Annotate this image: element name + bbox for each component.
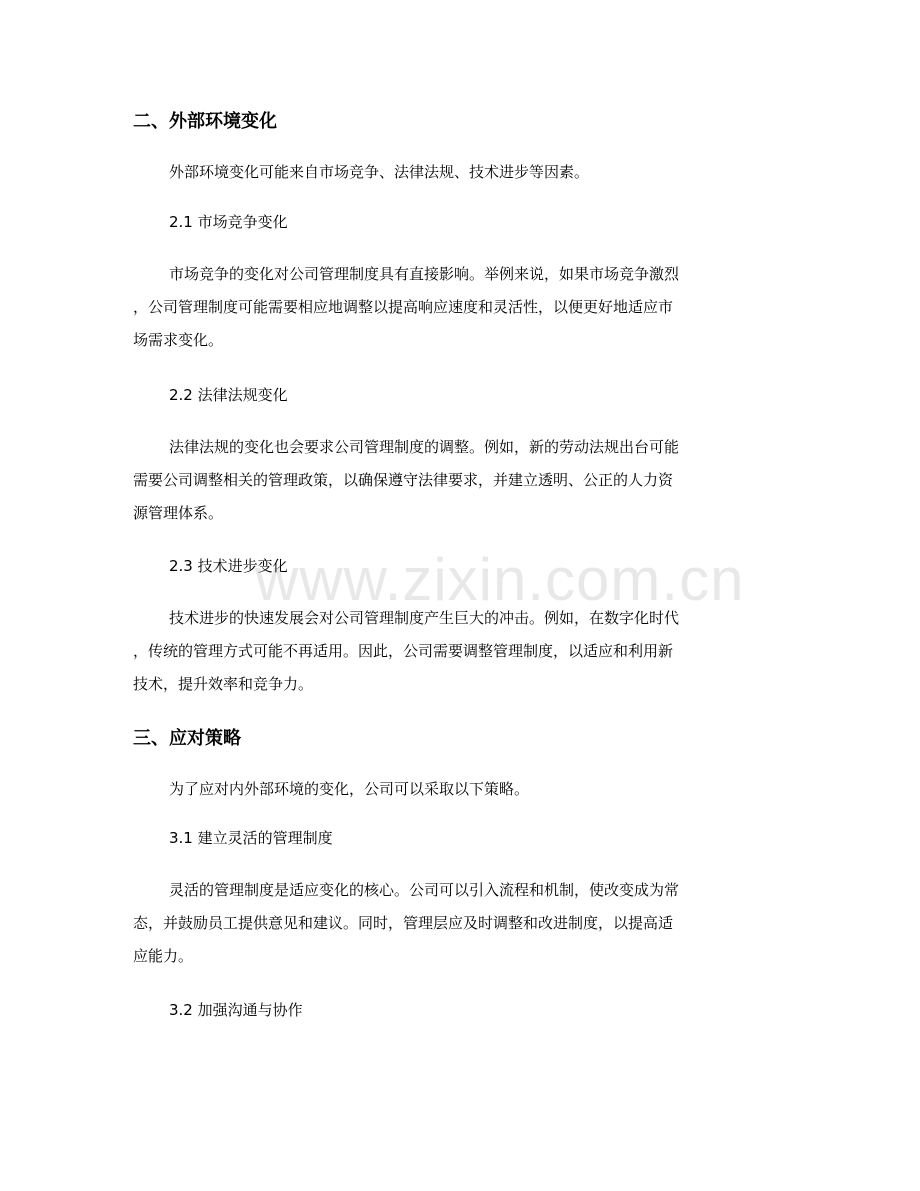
section-heading-2: 二、外部环境变化 [133,111,277,132]
section-2-intro: 外部环境变化可能来自市场竞争、法律法规、技术进步等因素。 [169,163,590,181]
section-heading-3: 三、应对策略 [133,728,241,749]
paragraph-line: 需要公司调整相关的管理政策，以确保遵守法律要求，并建立透明、公正的人力资 [133,471,674,489]
paragraph-line: 源管理体系。 [133,504,224,522]
section-3-intro: 为了应对内外部环境的变化，公司可以采取以下策略。 [169,780,530,798]
subsection-heading-3-1: 3.1 建立灵活的管理制度 [169,829,333,847]
paragraph-line: 场需求变化。 [133,331,224,349]
paragraph-line: ，传统的管理方式可能不再适用。因此，公司需要调整管理制度，以适应和利用新 [133,642,674,660]
subsection-heading-2-2: 2.2 法律法规变化 [169,386,288,404]
paragraph-2-2 [133,431,793,530]
paragraph-line: ，公司管理制度可能需要相应地调整以提高响应速度和灵活性，以便更好地适应市 [133,298,674,316]
paragraph-line: 技术，提升效率和竞争力。 [133,675,314,693]
paragraph-line: 技术进步的快速发展会对公司管理制度产生巨大的冲击。例如，在数字化时代 [169,609,680,627]
paragraph-line: 市场竞争的变化对公司管理制度具有直接影响。举例来说，如果市场竞争激烈 [169,265,680,283]
paragraph-2-3 [133,602,793,701]
paragraph-2-1 [133,258,793,357]
paragraph-line: 灵活的管理制度是适应变化的核心。公司可以引入流程和机制，使改变成为常 [169,881,680,899]
paragraph-line: 法律法规的变化也会要求公司管理制度的调整。例如，新的劳动法规出台可能 [169,438,680,456]
watermark: www.zixin.com.cn [255,546,745,613]
paragraph-3-1 [133,874,793,973]
paragraph-line: 应能力。 [133,947,194,965]
subsection-heading-2-1: 2.1 市场竞争变化 [169,213,288,231]
subsection-heading-2-3: 2.3 技术进步变化 [169,557,288,575]
subsection-heading-3-2: 3.2 加强沟通与协作 [169,1001,303,1019]
paragraph-line: 态，并鼓励员工提供意见和建议。同时，管理层应及时调整和改进制度，以提高适 [133,914,674,932]
